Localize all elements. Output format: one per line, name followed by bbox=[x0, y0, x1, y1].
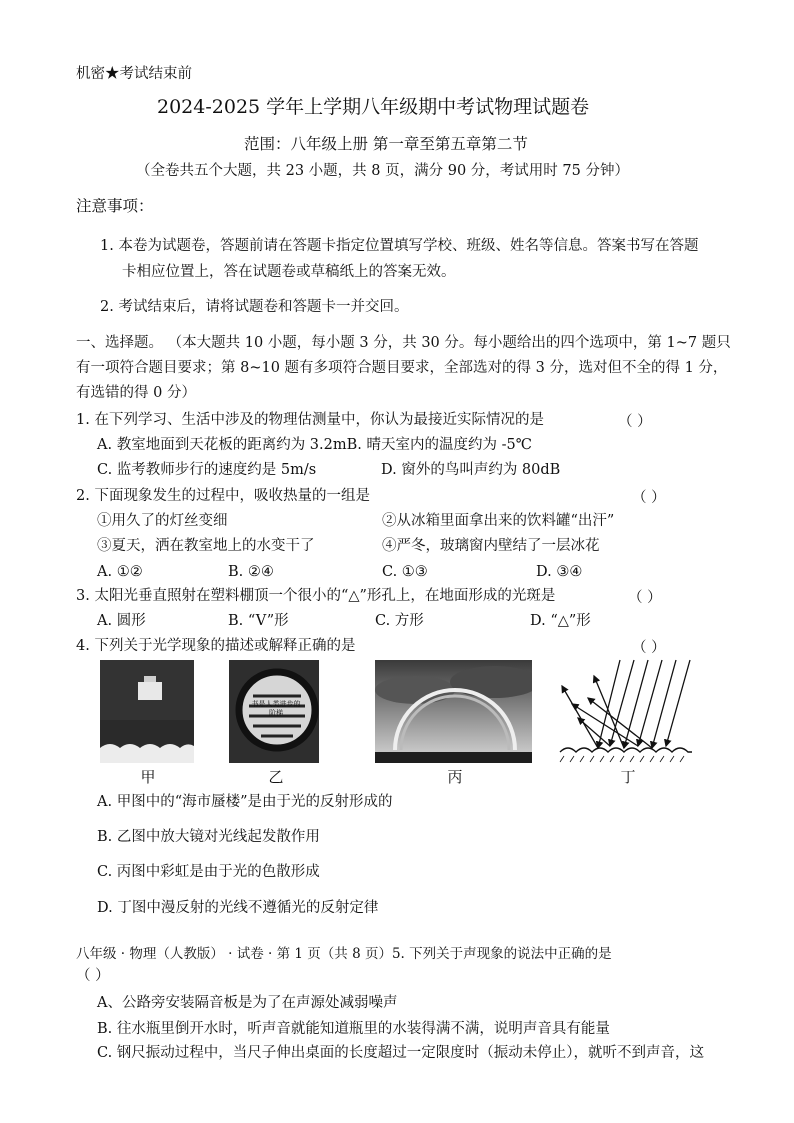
question-2-statement-3: ③夏天，洒在教室地上的水变干了 bbox=[97, 538, 315, 554]
confidential-mark: 机密★考试结束前 bbox=[76, 66, 192, 82]
question-3-stem: 3. 太阳光垂直照射在塑料棚顶一个很小的“△”形孔上，在地面形成的光斑是 bbox=[76, 588, 556, 604]
question-5-answer-paren: （ ） bbox=[76, 968, 110, 984]
caption-ding: 丁 bbox=[620, 768, 636, 786]
diffuse-reflection-diagram bbox=[558, 656, 694, 764]
question-3-option-a: A. 圆形 bbox=[97, 613, 146, 629]
question-3-option-d: D. “△”形 bbox=[530, 613, 591, 629]
question-1-option-a-b: A. 教室地面到天花板的距离约为 3.2mB. 晴天室内的温度约为 -5℃ bbox=[97, 437, 532, 453]
page-footer: 八年级 · 物理（人教版） · 试卷 · 第 1 页（共 8 页）5. 下列关于声现象的说法中正确的是 bbox=[76, 946, 612, 962]
question-1-answer-paren: （ ） bbox=[618, 414, 652, 430]
question-4-option-b: B. 乙图中放大镜对光线起发散作用 bbox=[97, 829, 320, 845]
caption-jia: 甲 bbox=[140, 768, 156, 786]
question-4-option-c: C. 丙图中彩虹是由于光的色散形成 bbox=[97, 864, 320, 880]
notice-item-1-line-2: 卡相应位置上，答在试题卷或草稿纸上的答案无效。 bbox=[122, 264, 456, 280]
page-title: 2024-2025 学年上学期八年级期中考试物理试题卷 bbox=[157, 96, 590, 118]
question-5-option-a: A、公路旁安装隔音板是为了在声源处减弱噪声 bbox=[97, 995, 398, 1011]
question-4-option-a: A. 甲图中的“海市蜃楼”是由于光的反射形成的 bbox=[97, 794, 393, 810]
question-2-option-b: B. ②④ bbox=[228, 564, 274, 580]
question-5-option-b: B. 往水瓶里倒开水时，听声音就能知道瓶里的水装得满不满，说明声音具有能量 bbox=[97, 1021, 610, 1037]
question-2-statement-2: ②从冰箱里面拿出来的饮料罐“出汗” bbox=[382, 513, 615, 529]
question-3-option-c: C. 方形 bbox=[375, 613, 424, 629]
notice-heading: 注意事项： bbox=[76, 197, 154, 215]
section-1-line-3: 有选错的得 0 分） bbox=[76, 385, 196, 401]
question-2-stem: 2. 下面现象发生的过程中，吸收热量的一组是 bbox=[76, 488, 370, 504]
question-4-option-d: D. 丁图中漫反射的光线不遵循光的反射定律 bbox=[97, 900, 379, 916]
question-2-answer-paren: （ ） bbox=[632, 490, 666, 506]
question-1-stem: 1. 在下列学习、生活中涉及的物理估测量中，你认为最接近实际情况的是 bbox=[76, 412, 544, 428]
section-1-line-1: 一、选择题。 （本大题共 10 小题，每小题 3 分，共 30 分。每小题给出的四个选项中，第 1~7 题只 bbox=[76, 335, 731, 351]
question-4-stem: 4. 下列关于光学现象的描述或解释正确的是 bbox=[76, 638, 356, 654]
caption-bing: 丙 bbox=[447, 768, 463, 786]
question-2-statement-4: ④严冬，玻璃窗内壁结了一层冰花 bbox=[382, 538, 600, 554]
question-5-option-c: C. 钢尺振动过程中，当尺子伸出桌面的长度超过一定限度时（振动未停止），就听不到声音，这 bbox=[97, 1045, 705, 1061]
question-2-statement-1: ①用久了的灯丝变细 bbox=[97, 513, 228, 529]
question-4-answer-paren: （ ） bbox=[632, 640, 666, 656]
magnifier-text: 书是人类进步的阶梯 bbox=[251, 700, 301, 717]
scope-line: 范围：八年级上册 第一章至第五章第二节 bbox=[244, 135, 528, 153]
question-3-option-b: B. “V”形 bbox=[228, 613, 289, 629]
rainbow-image bbox=[375, 660, 532, 763]
mirage-image bbox=[100, 660, 194, 763]
notice-item-2: 2. 考试结束后，请将试题卷和答题卡一并交回。 bbox=[100, 299, 409, 315]
section-1-line-2: 有一项符合题目要求；第 8~10 题有多项符合题目要求，全部选对的得 3 分，选对但不全的得 1 分， bbox=[76, 360, 728, 376]
question-2-option-c: C. ①③ bbox=[382, 564, 428, 580]
question-1-option-d: D. 窗外的鸟叫声约为 80dB bbox=[381, 462, 561, 478]
question-2-option-a: A. ①② bbox=[97, 564, 143, 580]
notice-item-1-line-1: 1. 本卷为试题卷，答题前请在答题卡指定位置填写学校、班级、姓名等信息。答案书写在答题 bbox=[100, 238, 699, 254]
question-1-option-c: C. 监考教师步行的速度约是 5m/s bbox=[97, 462, 317, 478]
magnifier-image bbox=[229, 660, 319, 763]
question-2-option-d: D. ③④ bbox=[536, 564, 583, 580]
exam-info: （全卷共五个大题，共 23 小题，共 8 页，满分 90 分，考试用时 75 分钟） bbox=[136, 163, 629, 179]
caption-yi: 乙 bbox=[268, 768, 284, 786]
question-3-answer-paren: （ ） bbox=[628, 590, 662, 606]
